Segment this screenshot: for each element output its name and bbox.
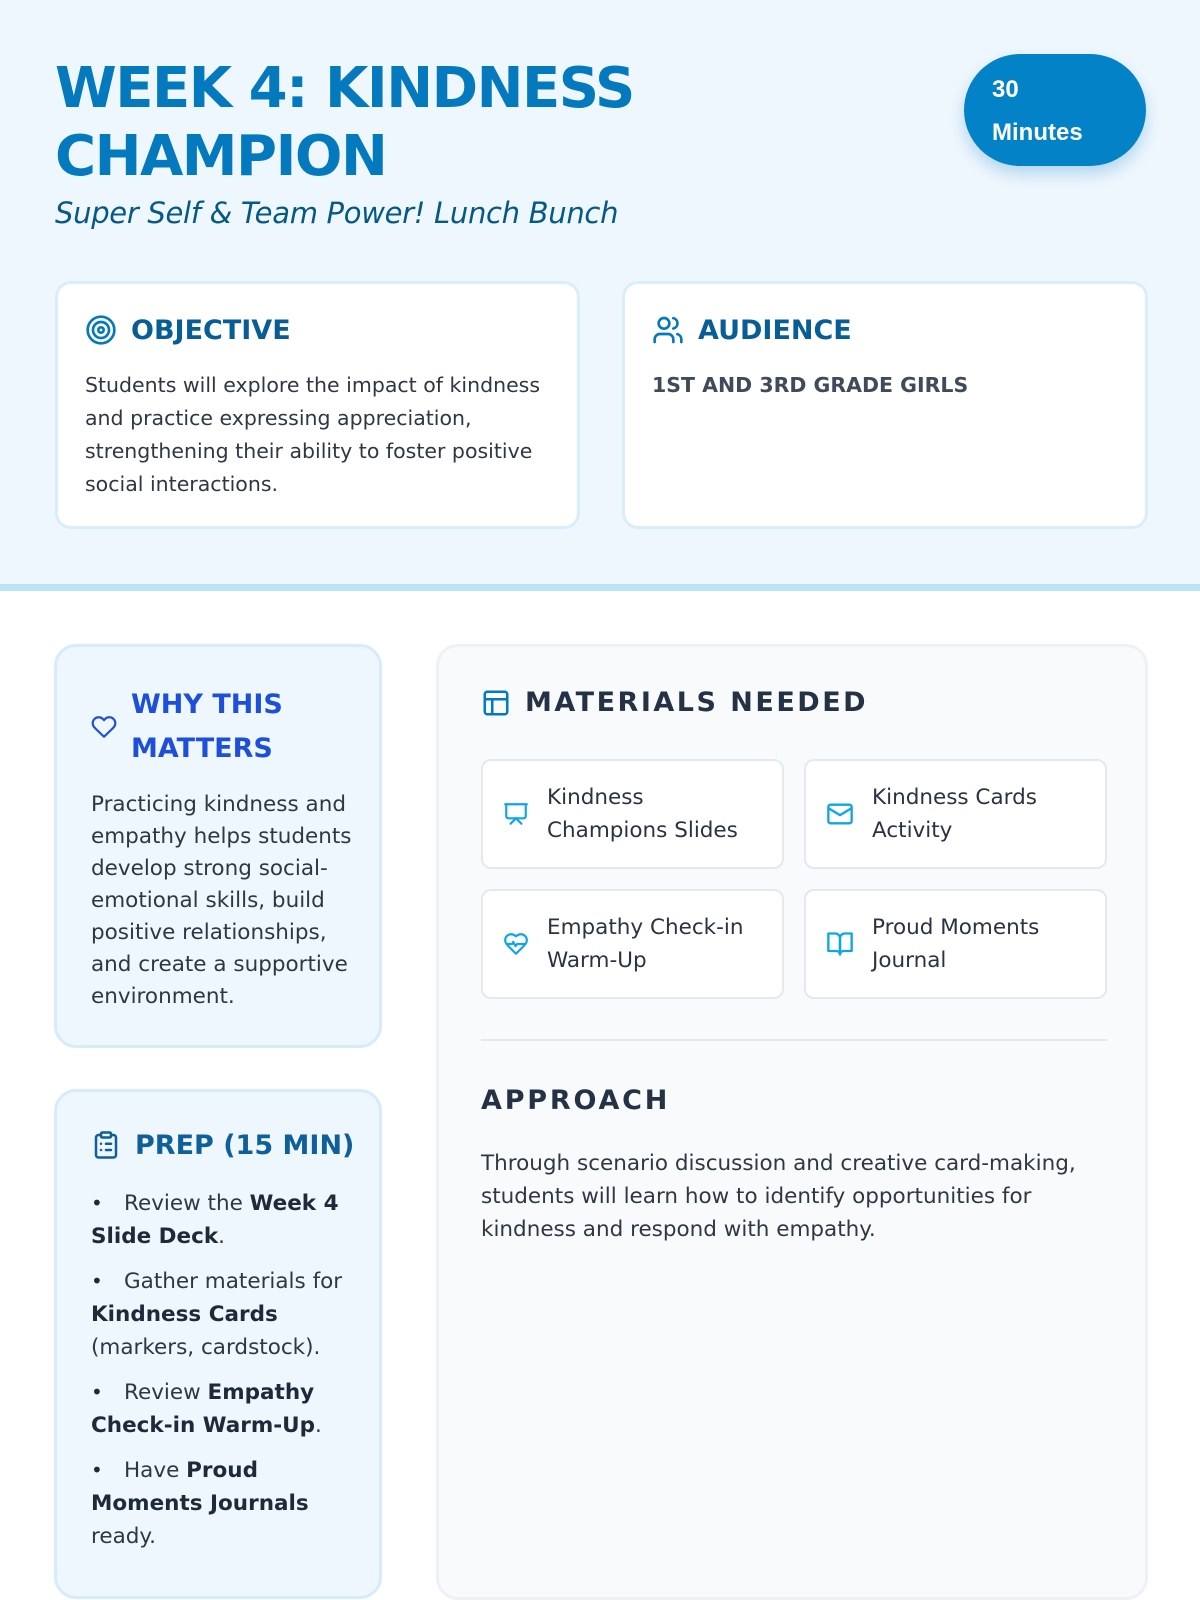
page-subtitle: Super Self & Team Power! Lunch Bunch [55,196,619,230]
audience-header [652,314,852,346]
duration-number: 30 [992,76,1019,103]
target-icon [85,314,117,346]
clipboard-icon [91,1129,121,1161]
header-divider [0,584,1200,591]
prep-list [91,1187,347,1565]
mail-icon [826,800,854,828]
audience-card [622,281,1148,529]
page-title: WEEK 4: KINDNESS CHAMPION [55,56,634,189]
approach-text: Through scenario discussion and creative card-making, students will learn how to identify opportunities for kindness and respond with empathy. [481,1151,1076,1242]
materials-approach-panel [436,644,1148,1600]
why-this-matters-card [54,644,382,1048]
users-icon [652,314,684,346]
material-label: Kindness Cards Activity [872,785,1037,843]
layout-icon [481,688,511,718]
materials-heading: MATERIALS NEEDED [525,687,869,718]
book-open-icon [826,930,854,958]
material-item [804,889,1107,999]
objective-heading: OBJECTIVE [131,314,291,346]
materials-header [481,687,868,718]
section-divider [481,1039,1107,1041]
objective-header [85,314,291,346]
material-item [804,759,1107,869]
prep-item: • Gather materials for Kindness Cards (markers, cardstock). [91,1265,347,1364]
why-heading: WHY THIS MATTERS [131,689,283,764]
approach-heading: APPROACH [481,1085,671,1116]
prep-item: • Have Proud Moments Journals ready. [91,1454,347,1553]
prep-heading: PREP (15 MIN) [135,1129,355,1161]
audience-heading: AUDIENCE [698,314,852,346]
prep-header [91,1129,354,1161]
presentation-icon [503,801,529,827]
material-item [481,889,784,999]
objective-text: Students will explore the impact of kindness and practice expressing appreciation, strengthening their ability to foster positive social interactions. [85,373,541,496]
prep-item: • Review the Week 4 Slide Deck. [91,1187,347,1253]
duration-unit: Minutes [992,119,1083,146]
audience-text: 1ST AND 3RD GRADE GIRLS [652,373,969,397]
material-label: Empathy Check-in Warm-Up [547,915,744,973]
why-text: Practicing kindness and empathy helps students develop strong social-emotional skills, build positive relationships, and create a supportive environment. [91,792,352,1009]
heart-pulse-icon [503,931,529,957]
material-item [481,759,784,869]
why-header [91,683,301,771]
prep-item: • Review Empathy Check-in Warm-Up. [91,1376,347,1442]
material-label: Kindness Champions Slides [547,785,738,843]
material-label: Proud Moments Journal [872,915,1040,973]
objective-card [55,281,580,529]
heart-icon [91,714,117,740]
prep-card [54,1089,382,1599]
duration-badge [964,54,1146,166]
